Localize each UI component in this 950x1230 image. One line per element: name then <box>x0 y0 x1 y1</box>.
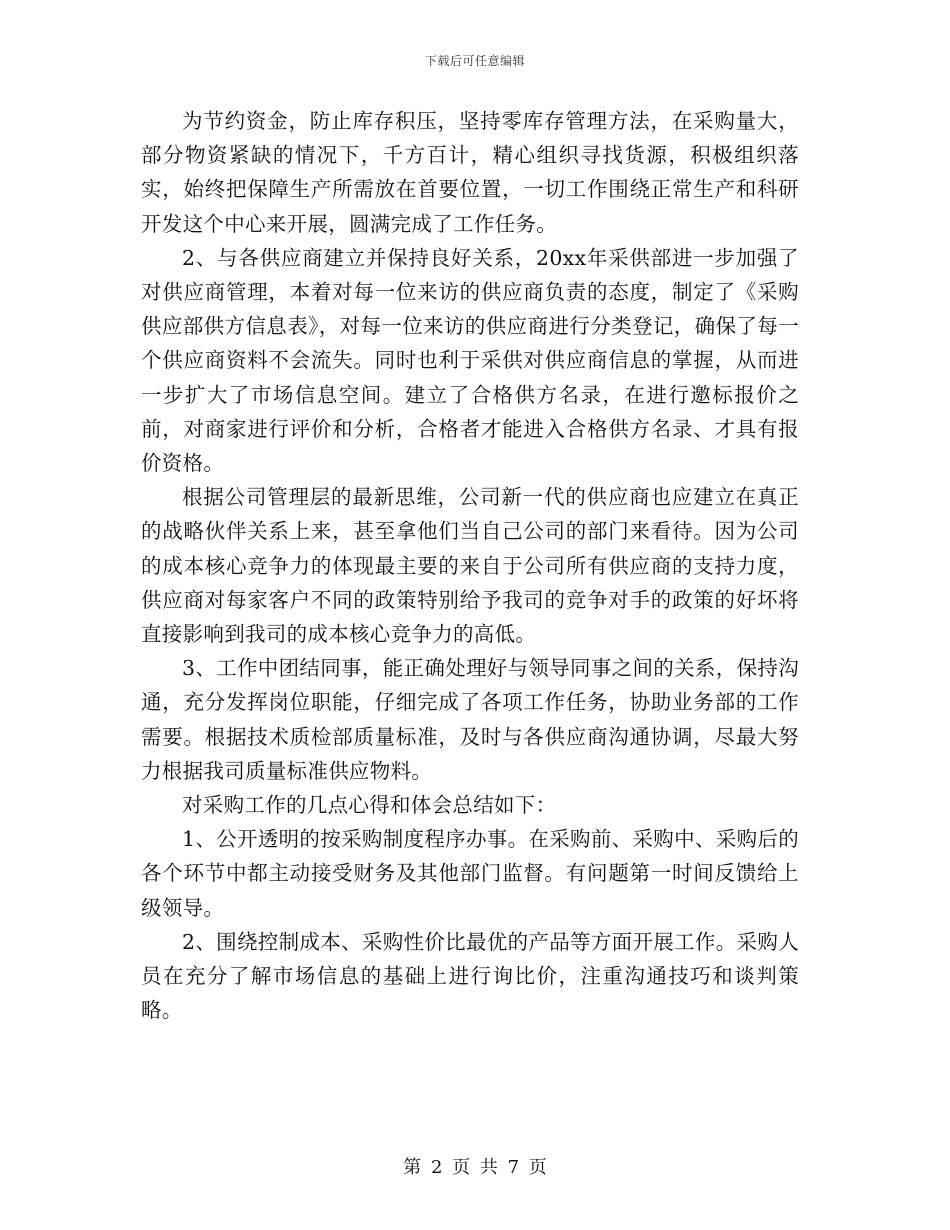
page-footer: 第 2 页 共 7 页 <box>403 1157 547 1178</box>
paragraph-1: 为节约资金，防止库存积压，坚持零库存管理方法，在采购量大，部分物资紧缺的情况下，千方百计，精心组织寻找货源，积极组织落实，始终把保障生产所需放在首要位置，一切工作围绕正常生产和科研开发这个中心来开展，圆满完成了工作任务。 <box>141 109 799 236</box>
page-header: 下载后可任意编辑 <box>424 54 525 68</box>
document-body <box>141 104 799 1027</box>
paragraph-6: 1、公开透明的按采购制度程序办事。在采购前、采购中、采购后的各个环节中都主动接受财务及其他部门监督。有问题第一时间反馈给上级领导。 <box>141 827 799 920</box>
paragraph-7: 2、围绕控制成本、采购性价比最优的产品等方面开展工作。采购人员在充分了解市场信息的基础上进行询比价，注重沟通技巧和谈判策略。 <box>141 929 799 1023</box>
paragraph-4: 3、工作中团结同事，能正确处理好与领导同事之间的关系，保持沟通，充分发挥岗位职能，仔细完成了各项工作任务，协助业务部的工作需要。根据技术质检部质量标准，及时与各供应商沟通协调，尽最大努力根据我司质量标准供应物料。 <box>141 656 799 783</box>
paragraph-3: 根据公司管理层的最新思维，公司新一代的供应商也应建立在真正的战略伙伴关系上来，甚至拿他们当自己公司的部门来看待。因为公司的成本核心竞争力的体现最主要的来自于公司所有供应商的支持力度，供应商对每家客户不同的政策特别给予我司的竞争对手的政策的好坏将直接影响到我司的成本核心竞争力的高低。 <box>141 485 799 647</box>
paragraph-5: 对采购工作的几点心得和体会总结如下： <box>182 793 557 818</box>
paragraph-2: 2、与各供应商建立并保持良好关系，20xx年采供部进一步加强了对供应商管理，本着对每一位来访的供应商负责的态度，制定了《采购供应部供方信息表》，对每一位来访的供应商进行分类登记，确保了每一个供应商资料不会流失。同时也利于采供对供应商信息的掌握，从而进一步扩大了市场信息空间。建立了合格供方名录，在进行邀标报价之前，对商家进行评价和分析，合格者才能进入合格供方名录、才具有报价资格。 <box>141 245 799 476</box>
